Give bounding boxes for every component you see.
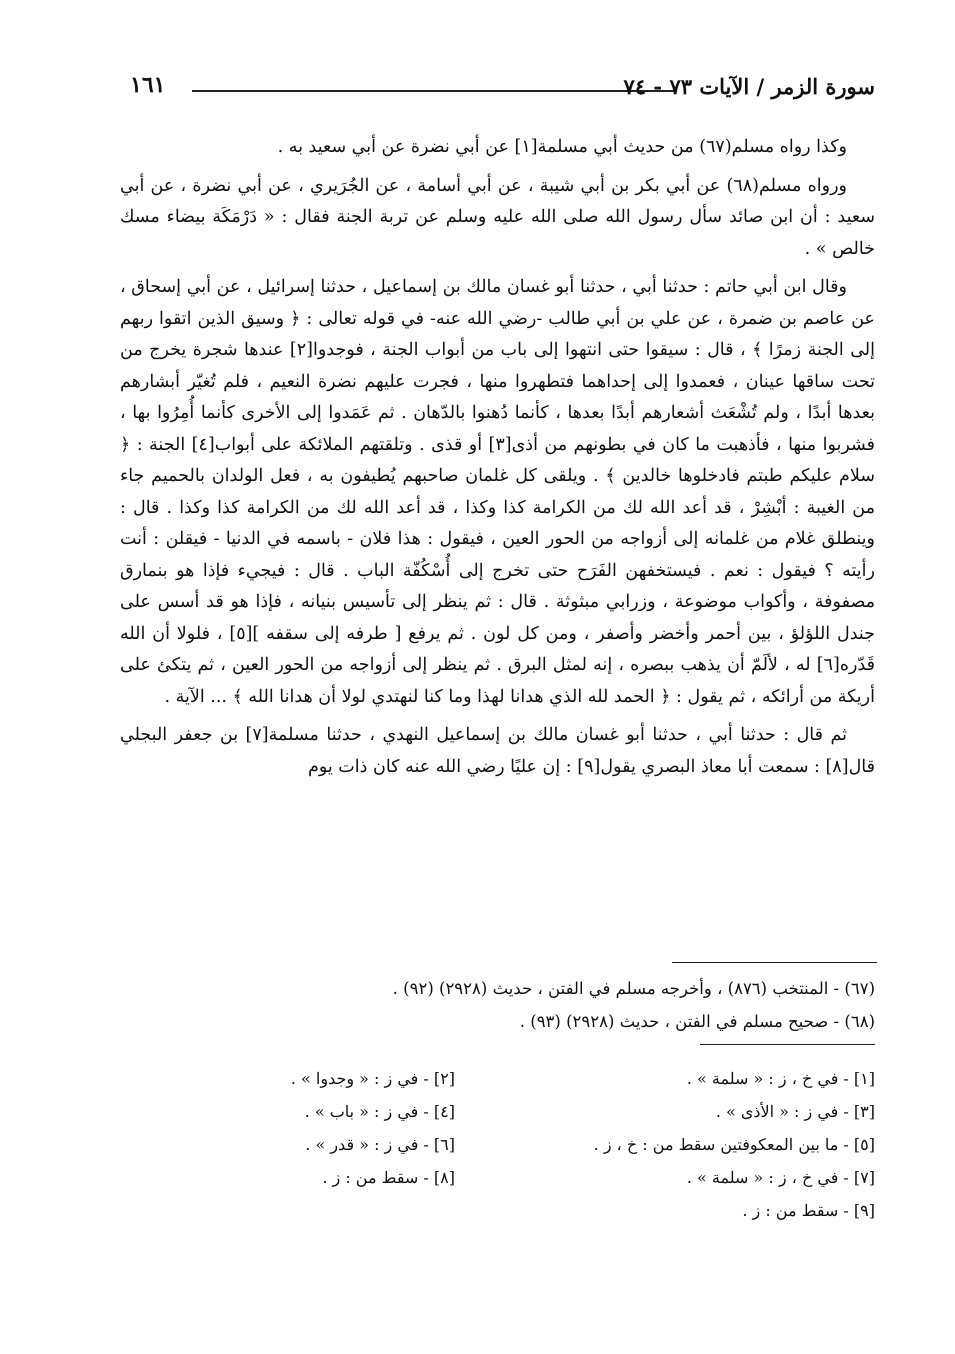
note-3: [٣] - في ز : « الأذى » .: [715, 1102, 875, 1121]
paragraph-1: وكذا رواه مسلم(٦٧) من حديث أبي مسلمة[١] عن أبي نضرة عن أبي سعيد به .: [277, 137, 847, 157]
note-8: [٨] - سقط من : ز .: [322, 1168, 455, 1187]
running-title: سورة الزمر / الآيات ٧٣ - ٧٤: [623, 74, 875, 99]
page-number: ١٦١: [130, 72, 166, 98]
note-9: [٩] - سقط من : ز .: [742, 1201, 875, 1220]
note-4: [٤] - في ز : « باب » .: [304, 1102, 455, 1121]
paragraph-4: ثم قال : حدثنا أبي ، حدثنا أبو غسان مالك بن إسماعيل النهدي ، حدثنا مسلمة[٧] بن جعفر البجلي قال[٨] : سمعت أبا معاذ البصري يقول[٩] : إن عليًا رضي الله عنه كان ذات يوم: [120, 725, 875, 777]
page-header: [130, 70, 875, 110]
paragraph-2: ورواه مسلم(٦٨) عن أبي بكر بن أبي شيبة ، عن أبي أسامة ، عن الجُرَيري ، عن أبي نضرة ، عن أبي سعيد : أن ابن صائد سأل رسول الله صلى الله عليه وسلم عن تربة الجنة فقال : « دَرْمَكَة بيضاء مسك خالص » .: [120, 175, 875, 259]
notes-column-right: [515, 1062, 875, 1227]
note-2: [٢] - في ز : « وجدوا » .: [290, 1069, 455, 1088]
footnote-separator: [672, 962, 877, 963]
main-text: [120, 132, 875, 790]
note-6: [٦] - في ز : « قدر » .: [305, 1135, 455, 1154]
note-5: [٥] - ما بين المعكوفتين سقط من : خ ، ز .: [593, 1135, 875, 1154]
footnote-67: (٦٧) - المنتخب (٨٧٦) ، وأخرجه مسلم في الفتن ، حديث (٢٩٢٨) (٩٢) .: [392, 979, 875, 998]
header-rule: [192, 90, 677, 92]
notes-column-left: [95, 1062, 455, 1194]
paragraph-3: وقال ابن أبي حاتم : حدثنا أبي ، حدثنا أبو غسان مالك بن إسماعيل ، حدثنا إسرائيل ، عن أبي إسحاق ، عن عاصم بن ضمرة ، عن علي بن أبي طالب -رضي الله عنه- في قوله تعالى : ﴿ وسيق الذين اتقوا ربهم إلى الجنة زمرًا ﴾ ، قال : سيقوا حتى انتهوا إلى باب من أبواب الجنة ، فوجدوا[٢] عندها شجرة يخرج من تحت ساقها عينان ، فعمدوا إلى إحداهما فتطهروا منها ، فجرت عليهم نضرة النعيم ، فلم تُغيّر أبشارهم بعدها أبدًا ، ولم تُشْعَث أشعارهم أبدًا بعدها ، كأنما دُهنوا بالدّهان . ثم عَمَدوا إلى الأخرى كأنما أُمِرُوا بها ، فشربوا منها ، فأذهبت ما كان في بطونهم من أذى[٣] أو قذى . وتلقتهم الملائكة على أبواب[٤] الجنة : ﴿ سلام عليكم طبتم فادخلوها خالدين ﴾ . ويلقى كل غلمان صاحبهم يُطيفون به ، فعل الولدان بالحميم جاء من الغيبة : أبْشِرْ ، قد أعد الله لك من الكرامة كذا وكذا ، قد أعد الله لك من الكرامة كذا وكذا . قال : وينطلق غلام من غلمانه إلى أزواجه من الحور العين ، فيقول : هذا فلان - باسمه في الدنيا - فيقلن : أنت رأيته ؟ فيقول : نعم . فيستخفهن الفَرَح حتى تخرج إلى أُسْكُفّة الباب . قال : فيجيء فإذا هو بنمارق مصفوفة ، وأكواب موضوعة ، وزرابي مبثوثة . قال : ثم ينظر إلى تأسيس بنيانه ، فإذا هو قد أسس على جندل اللؤلؤ ، بين أحمر وأخضر وأصفر ، ومن كل لون . ثم يرفع [ طرفه إلى سقفه ][٥] ، فلولا أن الله قَدّره[٦] له ، لألَمّ أن يذهب ببصره ، إنه لمثل البرق . ثم ينظر إلى أزواجه من الحور العين ، ثم يتكئ على أريكة من أرائكه ، ثم يقول : ﴿ الحمد لله الذي هدانا لهذا وما كنا لنهتدي لولا أن هدانا الله ﴾ ... الآية .: [120, 277, 875, 707]
notes-separator: [700, 1044, 875, 1045]
footnote-68: (٦٨) - صحيح مسلم في الفتن ، حديث (٢٩٢٨) (٩٣) .: [519, 1012, 875, 1031]
note-7: [٧] - في خ ، ز : « سلمة » .: [686, 1168, 875, 1187]
footnotes: [120, 972, 875, 1038]
note-1: [١] - في خ ، ز : « سلمة » .: [686, 1069, 875, 1088]
